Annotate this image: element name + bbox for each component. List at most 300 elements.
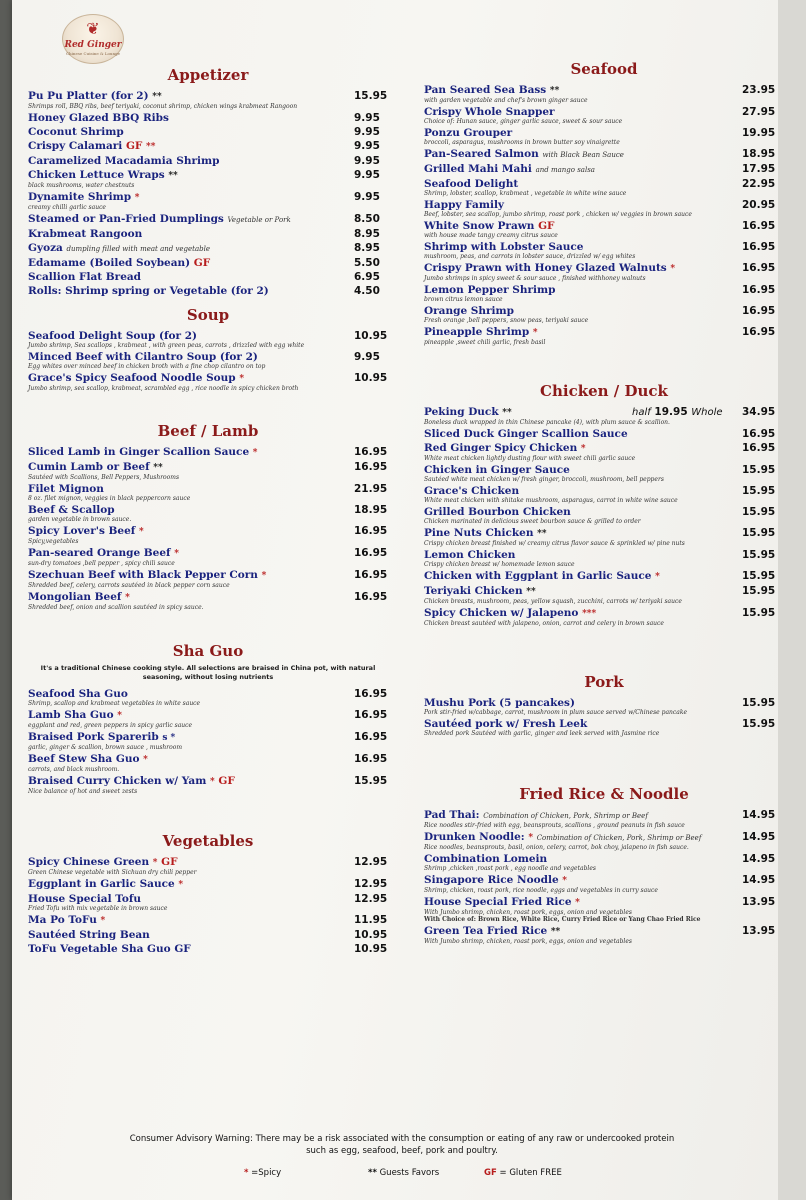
menu-page xyxy=(12,0,778,1200)
item-price: 10.95 xyxy=(354,929,388,941)
item-marker: * xyxy=(125,593,130,603)
section-title: Appetizer xyxy=(167,66,249,84)
item-marker: ** xyxy=(549,86,560,96)
menu-item xyxy=(28,709,388,729)
item-name xyxy=(424,809,784,822)
menu-item xyxy=(28,591,388,611)
menu-item xyxy=(424,148,784,161)
item-name xyxy=(28,731,388,744)
item-description: black mushrooms, water chestnuts xyxy=(28,182,135,189)
item-name-text: Crispy Prawn with Honey Glazed Walnuts xyxy=(424,262,667,274)
item-price: 10.95 xyxy=(354,943,388,955)
item-marker: * xyxy=(261,571,267,581)
item-inline-note: and mango salsa xyxy=(535,166,595,174)
item-description: Shredded beef, onion and scallion sautéed in spicy sauce. xyxy=(28,604,204,611)
item-name-text: Pad Thai: xyxy=(424,809,480,821)
item-name xyxy=(28,169,388,182)
item-price: 18.95 xyxy=(742,148,776,160)
item-name xyxy=(424,163,784,176)
item-choice-note: With Choice of: Brown Rice, White Rice, Curry Fried Rice or Yang Chao Fried Rice xyxy=(424,916,701,923)
item-name-text: Spicy Chicken w/ Jalapeno xyxy=(424,607,579,619)
item-marker: * xyxy=(239,374,245,384)
menu-item xyxy=(28,257,388,269)
item-description: Crispy chicken breast finished w/ creamy citrus flavor sauce & sprinkled w/ pine nuts xyxy=(424,540,685,547)
item-name xyxy=(28,461,388,474)
item-name-text: Drunken Noodle: xyxy=(424,831,525,843)
item-name-text: Grilled Bourbon Chicken xyxy=(424,506,571,518)
item-description: Jumbo shrimp, sea scallop, krabmeat, scrambled egg , rice noodle in spicy chicken broth xyxy=(28,385,299,392)
item-description: Spicy,vegetables xyxy=(28,538,79,545)
item-description: Beef, lobster, sea scallop, jumbo shrimp, roast pork , chicken w/ veggies in brown sauce xyxy=(424,211,692,218)
menu-item xyxy=(424,106,784,125)
item-name-text: Orange Shrimp xyxy=(424,305,514,317)
item-price: 6.95 xyxy=(354,271,380,283)
menu-item xyxy=(424,874,784,894)
item-description: Pork stir-fried w/cabbage, carrot, mushroom in plum sauce served w/Chinese pancake xyxy=(424,709,688,716)
item-name xyxy=(424,178,784,190)
item-description: pineapple ,sweet chili garlic, fresh basil xyxy=(424,339,546,346)
item-price: 15.95 xyxy=(742,506,776,518)
item-name xyxy=(28,929,388,941)
item-name-text: Combination Lomein xyxy=(424,853,548,865)
item-name-text: Krabmeat Rangoon xyxy=(28,228,143,240)
item-name-text: Green Tea Fried Rice xyxy=(424,925,548,937)
item-name-text: Lemon Chicken xyxy=(424,549,516,561)
item-name xyxy=(28,228,388,240)
item-name-text: Shrimp with Lobster Sauce xyxy=(424,241,584,253)
item-name xyxy=(424,220,784,232)
item-description: Shrimp, scallop and krabmeat vegetables in white sauce xyxy=(28,700,201,707)
menu-item xyxy=(28,893,388,912)
menu-item xyxy=(28,330,388,349)
item-name-text: Lemon Pepper Shrimp xyxy=(424,284,556,296)
item-name xyxy=(28,351,388,363)
item-description: Shrimp, lobster, scallop, krabmeat , vegetable in white wine sauce xyxy=(424,190,627,197)
item-price: 23.95 xyxy=(742,84,776,96)
item-name-text: Happy Family xyxy=(424,199,505,211)
menu-item xyxy=(424,853,784,872)
item-name xyxy=(424,262,784,275)
menu-item xyxy=(424,178,784,197)
item-name-text: Red Ginger Spicy Chicken xyxy=(424,442,578,454)
item-name-text: Chicken in Ginger Sauce xyxy=(424,464,570,476)
item-name-text: Braised Curry Chicken w/ Yam xyxy=(28,775,207,787)
menu-item xyxy=(28,351,388,370)
menu-item xyxy=(424,220,784,239)
gluten-free-badge: GF xyxy=(193,257,211,269)
menu-item xyxy=(28,483,388,502)
menu-item xyxy=(28,914,388,927)
item-description: Chicken breast sautéed with jalapeno, onion, carrot and celery in brown sauce xyxy=(424,620,664,627)
item-description: garden vegetable in brown sauce. xyxy=(28,516,132,523)
item-name xyxy=(424,199,784,211)
item-name xyxy=(28,709,388,722)
item-marker: s * xyxy=(162,733,176,743)
item-name xyxy=(28,753,388,766)
item-name-text: White Snow Prawn xyxy=(424,220,535,232)
section-title: Chicken / Duck xyxy=(540,382,668,400)
item-description: 8 oz. filet mignon, veggies in black peppercorn sauce xyxy=(28,495,191,502)
item-inline-note: Vegetable or Pork xyxy=(227,216,291,224)
item-name xyxy=(424,896,784,909)
menu-item xyxy=(28,242,388,255)
gluten-free-badge: GF xyxy=(538,220,555,232)
item-description: brown citrus lemon sauce xyxy=(424,296,503,303)
menu-item xyxy=(28,688,388,707)
item-marker: * xyxy=(117,711,122,721)
restaurant-logo xyxy=(62,14,124,64)
item-description: Jumbo shrimp, Sea scallops , krabmeat , with green peas, carrots , drizzled with egg white xyxy=(28,342,305,349)
item-name-text: Honey Glazed BBQ Ribs xyxy=(28,112,169,124)
item-description: With Jumbo shrimp, chicken, roast pork, eggs, onion and vegetables xyxy=(424,938,632,945)
menu-item xyxy=(28,547,388,567)
item-name xyxy=(28,213,388,226)
menu-item xyxy=(424,607,784,627)
item-name-text: Lamb Sha Guo xyxy=(28,709,114,721)
item-name-text: Teriyaki Chicken xyxy=(424,585,523,597)
item-name-text: Seafood Delight Soup (for 2) xyxy=(28,330,197,342)
item-description: White meat chicken lightly dusting flour with sweet chili garlic sauce xyxy=(424,455,636,462)
item-price: 16.95 xyxy=(354,731,388,743)
menu-item xyxy=(28,126,388,138)
menu-item xyxy=(424,896,784,923)
item-price: 12.95 xyxy=(354,893,388,905)
section-title: Pork xyxy=(584,673,624,691)
item-name-text: Seafood Delight xyxy=(424,178,519,190)
item-name-text: Ma Po ToFu xyxy=(28,914,97,926)
menu-item xyxy=(28,155,388,167)
item-price: 15.95 xyxy=(742,527,776,539)
menu-item xyxy=(28,446,388,459)
item-name-text: Cumin Lamb or Beef xyxy=(28,461,150,473)
menu-item xyxy=(424,718,784,737)
item-description: Chicken marinated in delicious sweet bourbon sauce & grilled to order xyxy=(424,518,641,525)
item-marker: * xyxy=(575,898,580,908)
item-name xyxy=(424,570,784,583)
menu-item xyxy=(28,753,388,773)
item-name-text: Mongolian Beef xyxy=(28,591,122,603)
item-name xyxy=(424,284,784,296)
item-name xyxy=(28,90,388,103)
item-inline-note: Combination of Chicken, Pork, Shrimp or Beef xyxy=(536,834,702,842)
item-marker: ** xyxy=(550,927,561,937)
item-name-text: Chicken with Eggplant in Garlic Sauce xyxy=(424,570,652,582)
item-price: 9.95 xyxy=(354,126,380,138)
item-name-text: Beef Stew Sha Guo xyxy=(28,753,140,765)
item-name xyxy=(424,853,784,865)
consumer-advisory: Consumer Advisory Warning: There may be a risk associated with the consumption or eating of any raw or undercooked protein such as egg, seafood, beef, pork and poultry. xyxy=(129,1134,675,1156)
menu-item xyxy=(28,271,388,283)
item-description: Nice balance of hot and sweet zests xyxy=(28,788,138,795)
item-marker: * xyxy=(532,328,538,338)
menu-item xyxy=(28,372,388,392)
section-title: Fried Rice & Noodle xyxy=(519,785,689,803)
item-name xyxy=(424,607,784,620)
item-price: 16.95 xyxy=(354,461,388,473)
item-name-text: Spicy Chinese Green xyxy=(28,856,150,868)
item-marker: ** xyxy=(526,587,536,597)
item-marker: * xyxy=(528,833,534,843)
item-price: 8.50 xyxy=(354,213,380,225)
item-name-text: Singapore Rice Noodle xyxy=(424,874,559,886)
menu-item xyxy=(424,485,784,504)
item-marker: * xyxy=(562,876,567,886)
menu-item xyxy=(424,697,784,716)
item-marker: * xyxy=(178,880,184,890)
item-price: 9.95 xyxy=(354,169,380,181)
item-price: 18.95 xyxy=(354,504,388,516)
item-name xyxy=(424,925,784,938)
item-name-text: Sliced Duck Ginger Scallion Sauce xyxy=(424,428,628,440)
item-name xyxy=(28,372,388,385)
item-name-text: Eggplant in Garlic Sauce xyxy=(28,878,175,890)
item-price: 16.95 xyxy=(354,591,388,603)
item-price: 16.95 xyxy=(354,569,388,581)
item-marker: * xyxy=(252,448,258,458)
item-name xyxy=(28,914,388,927)
item-name xyxy=(424,442,784,455)
item-name xyxy=(424,148,784,161)
item-price: 5.50 xyxy=(354,257,380,269)
item-price: 11.95 xyxy=(354,914,388,926)
menu-item xyxy=(424,527,784,547)
item-name-text: Edamame (Boiled Soybean) xyxy=(28,257,191,269)
menu-item xyxy=(424,163,784,176)
item-price: 16.95 xyxy=(354,446,388,458)
item-name-text: Crispy Calamari xyxy=(28,140,123,152)
item-price: 15.95 xyxy=(742,585,776,597)
section-chicken-duck xyxy=(424,382,784,629)
item-name-text: House Special Fried Rice xyxy=(424,896,572,908)
item-price: 9.95 xyxy=(354,112,380,124)
item-name xyxy=(28,943,388,955)
item-price: 14.95 xyxy=(742,809,776,821)
item-price: 15.95 xyxy=(742,570,776,582)
item-name xyxy=(424,506,784,518)
section-title: Vegetables xyxy=(162,832,254,850)
item-name xyxy=(424,718,784,730)
item-description: Rice noodles stir-fried with egg, beansprouts, scallions , ground peanuts in fish sauce xyxy=(424,822,685,829)
item-name xyxy=(424,106,784,118)
item-name xyxy=(28,242,388,255)
gluten-free-badge: GF xyxy=(125,140,143,152)
item-marker: * xyxy=(152,858,158,868)
section-title: Seafood xyxy=(570,60,638,78)
item-description: White meat chicken with shitake mushroom, asparagus, carrot in white wine sauce xyxy=(424,497,678,504)
item-description: With Jumbo shrimp, chicken, roast pork, eggs, onion and vegetables xyxy=(424,909,632,916)
item-price: 16.95 xyxy=(354,688,388,700)
item-name xyxy=(424,241,784,253)
menu-item xyxy=(424,127,784,146)
item-description: Fresh orange ,bell peppers, snow peas, teriyaki sauce xyxy=(424,317,589,324)
item-marker: * xyxy=(655,572,660,582)
item-name-text: Coconut Shrimp xyxy=(28,126,124,138)
item-marker: ** xyxy=(146,142,156,152)
item-price: 16.95 xyxy=(742,428,776,440)
menu-item xyxy=(424,464,784,483)
item-description: with garden vegetable and chef's brown ginger sauce xyxy=(424,97,588,104)
menu-item xyxy=(424,305,784,324)
menu-item xyxy=(424,241,784,260)
item-name xyxy=(28,591,388,604)
item-name xyxy=(424,305,784,317)
item-name-text: Chicken Lettuce Wraps xyxy=(28,169,165,181)
item-price: 15.95 xyxy=(742,464,776,476)
section-beef-lamb xyxy=(28,422,388,613)
item-name-text: Seafood Sha Guo xyxy=(28,688,128,700)
item-price: 8.95 xyxy=(354,228,380,240)
item-price: 16.95 xyxy=(354,709,388,721)
item-price: 14.95 xyxy=(742,831,776,843)
menu-item xyxy=(28,731,388,751)
menu-item xyxy=(424,284,784,303)
item-marker: ** xyxy=(153,463,163,473)
item-name-text: Pu Pu Platter (for 2) xyxy=(28,90,149,102)
item-price: 14.95 xyxy=(742,853,776,865)
item-price: 21.95 xyxy=(354,483,388,495)
section-vegetables xyxy=(28,832,388,957)
section-pork xyxy=(424,673,784,739)
item-name xyxy=(28,547,388,560)
item-name-text: Peking Duck xyxy=(424,406,499,418)
menu-item xyxy=(424,809,784,829)
item-price: 16.95 xyxy=(354,547,388,559)
menu-item xyxy=(28,213,388,226)
section-seafood xyxy=(424,60,784,348)
item-name xyxy=(28,330,388,342)
item-name-text: Ponzu Grouper xyxy=(424,127,513,139)
menu-item xyxy=(28,228,388,240)
item-marker: * xyxy=(210,777,215,787)
item-description: eggplant and red, green peppers in spicy garlic sauce xyxy=(28,722,193,729)
item-name-text: Caramelized Macadamia Shrimp xyxy=(28,155,220,167)
item-name xyxy=(28,893,388,905)
item-price: 15.95 xyxy=(354,90,388,102)
legend-gluten-free: GF = Gluten FREE xyxy=(484,1168,562,1178)
menu-item xyxy=(28,191,388,211)
item-name-text: Braised Pork Sparerib xyxy=(28,731,159,743)
item-marker: * xyxy=(670,264,676,274)
item-price: 16.95 xyxy=(742,326,776,338)
menu-item xyxy=(28,929,388,941)
item-price: 10.95 xyxy=(354,372,388,384)
item-description: Shrimps roll, BBQ ribs, beef teriyaki, coconut shrimp, chicken wings krabmeat Rangoon xyxy=(28,103,298,110)
legend-favorites: ** Guests Favors xyxy=(368,1168,440,1178)
item-name-text: Scallion Flat Bread xyxy=(28,271,142,283)
menu-item xyxy=(28,169,388,189)
item-name xyxy=(28,525,388,538)
menu-item xyxy=(424,262,784,282)
item-inline-note: dumpling filled with meat and vegetable xyxy=(66,245,211,253)
menu-item xyxy=(28,775,388,795)
item-name xyxy=(28,878,388,891)
item-price: 15.95 xyxy=(742,697,776,709)
menu-item xyxy=(28,878,388,891)
item-name xyxy=(28,140,388,153)
section-title: Soup xyxy=(186,306,230,324)
item-name xyxy=(424,326,784,339)
item-name-text: Rolls: Shrimp spring or Vegetable (for 2) xyxy=(28,285,269,297)
section-sha-guo xyxy=(28,642,388,797)
menu-item xyxy=(424,831,784,851)
item-marker: * xyxy=(174,549,179,559)
item-price: 17.95 xyxy=(742,163,776,175)
item-price: 16.95 xyxy=(742,305,776,317)
item-name-text: Sautéed String Bean xyxy=(28,929,150,941)
item-name-text: Pan-seared Orange Beef xyxy=(28,547,171,559)
item-description: with house made tangy creamy citrus sauce xyxy=(424,232,558,239)
section-title: Beef / Lamb xyxy=(157,422,259,440)
item-name xyxy=(28,569,388,582)
item-description: Sautéed with Scallions, Bell Peppers, Mushrooms xyxy=(28,474,180,481)
item-name-text: ToFu Vegetable Sha Guo GF xyxy=(28,943,191,955)
item-price: 16.95 xyxy=(742,284,776,296)
item-name xyxy=(28,504,388,516)
item-marker: ** xyxy=(537,529,547,539)
item-price: 34.95 xyxy=(742,406,776,418)
item-description: Shredded beef, celery, carrots sautéed in black pepper corn sauce xyxy=(28,582,230,589)
item-description: Sautéed white meat chicken w/ fresh ginger, broccoli, mushroom, bell peppers xyxy=(424,476,664,483)
item-name xyxy=(424,585,784,598)
item-description: Fried Tofu with mix vegetable in brown sauce xyxy=(28,905,168,912)
menu-item xyxy=(28,569,388,589)
item-name-text: Sautéed pork w/ Fresh Leek xyxy=(424,718,588,730)
item-marker: *** xyxy=(582,609,597,619)
item-name-text: Grace's Spicy Seafood Noodle Soup xyxy=(28,372,236,384)
item-price: 13.95 xyxy=(742,925,776,937)
item-marker: * xyxy=(100,916,106,926)
section-fried-rice-noodle xyxy=(424,785,784,947)
item-description: Shrimp ,chicken ,roast pork , egg noodle and vegetables xyxy=(424,865,596,872)
item-name-text: Pan Seared Sea Bass xyxy=(424,84,547,96)
logo-name: Red Ginger xyxy=(64,40,122,50)
item-name xyxy=(28,257,388,269)
item-name-text: Pineapple Shrimp xyxy=(424,326,530,338)
item-name xyxy=(424,874,784,887)
item-description: creamy chilli garlic sauce xyxy=(28,204,106,211)
item-price: 8.95 xyxy=(354,242,380,254)
menu-item xyxy=(424,570,784,583)
item-name xyxy=(424,697,784,709)
item-name-text: Pan-Seared Salmon xyxy=(424,148,539,160)
logo-emblem-icon: ❦ xyxy=(86,19,100,38)
item-name xyxy=(28,856,388,869)
menu-item xyxy=(424,925,784,945)
item-name-text: Mushu Pork (5 pancakes) xyxy=(424,697,575,709)
item-price: 9.95 xyxy=(354,140,380,152)
item-price: 9.95 xyxy=(354,191,380,203)
item-price: 22.95 xyxy=(742,178,776,190)
item-price: 16.95 xyxy=(354,525,388,537)
item-marker: * xyxy=(143,755,148,765)
item-description: Rice noodles, beansprouts, basil, onion, celery, carrot, bok choy, jalapeno in fish sauce. xyxy=(424,844,689,851)
item-name xyxy=(28,688,388,700)
item-name xyxy=(28,446,388,459)
item-marker: * xyxy=(134,193,140,203)
menu-item xyxy=(28,112,388,124)
item-marker: ** xyxy=(502,408,512,418)
item-price: 16.95 xyxy=(742,262,776,274)
menu-item xyxy=(424,585,784,605)
menu-item xyxy=(28,140,388,153)
item-name xyxy=(424,527,784,540)
section-soup xyxy=(28,306,388,394)
menu-item xyxy=(28,90,388,110)
item-inline-note: Combination of Chicken, Pork, Shrimp or Beef xyxy=(483,812,648,820)
item-price: 16.95 xyxy=(742,442,776,454)
item-description: broccoli, asparagus, mushrooms in brown butter soy vinaigrette xyxy=(424,139,620,146)
item-name xyxy=(28,271,388,283)
